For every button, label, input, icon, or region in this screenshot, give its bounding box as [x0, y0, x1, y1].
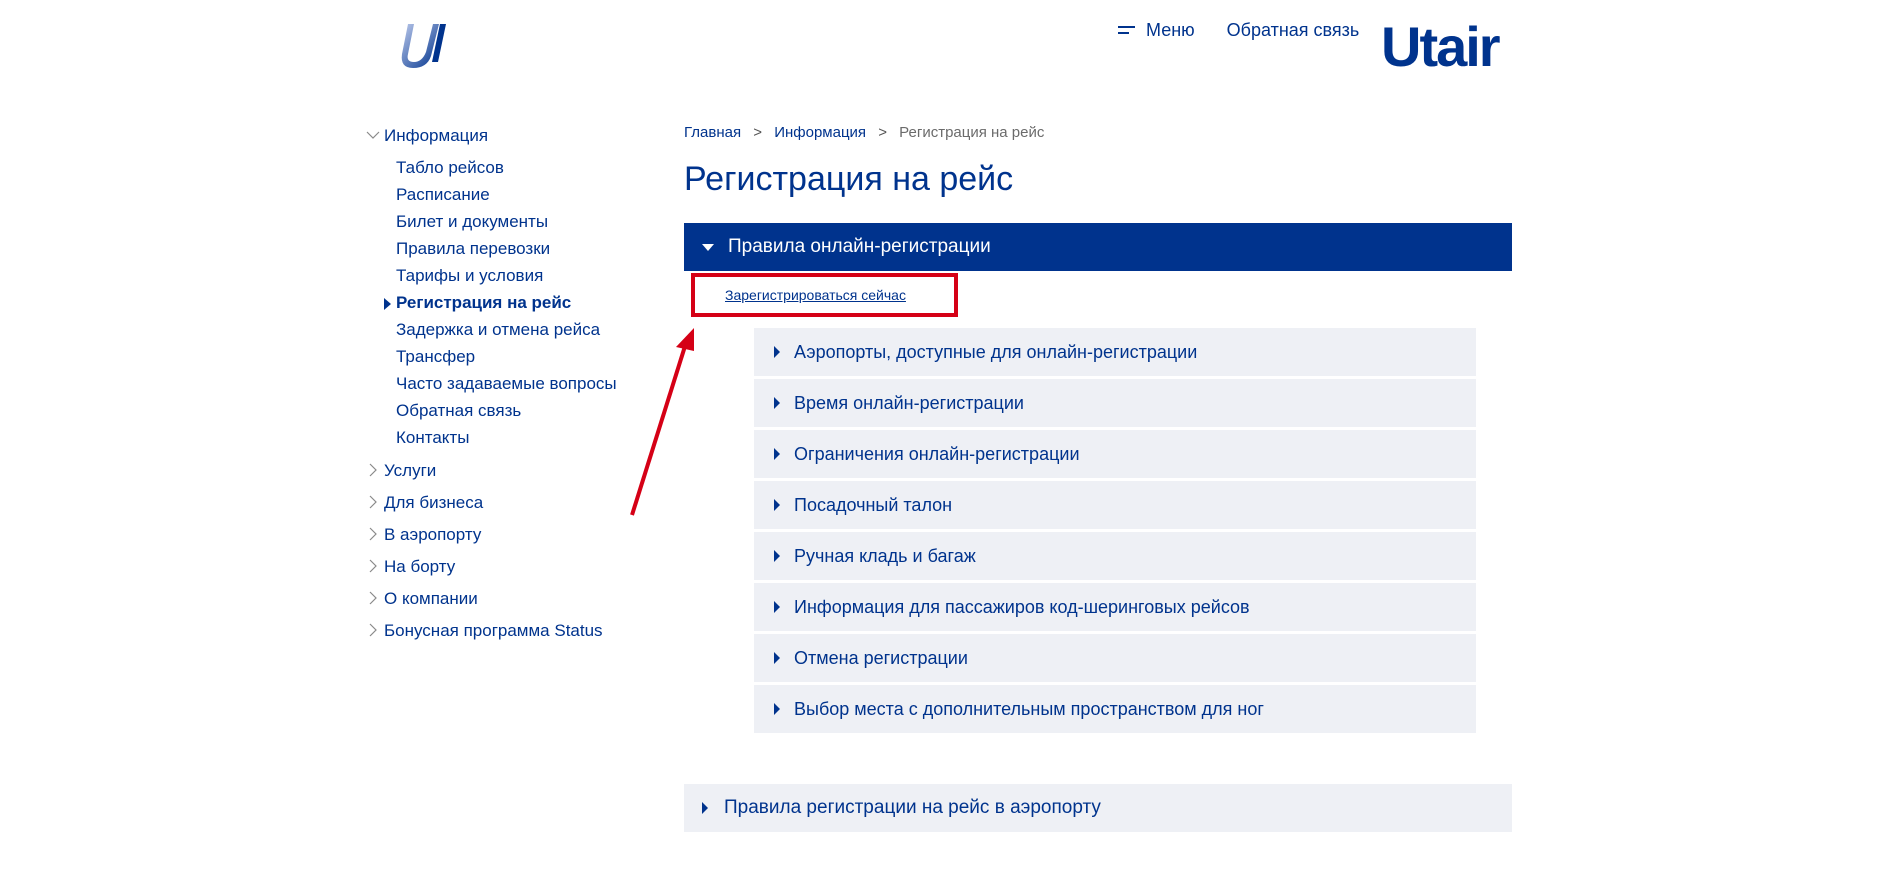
- menu-icon[interactable]: [1118, 25, 1136, 37]
- sidebar-section-label: Бонусная программа Status: [384, 621, 603, 640]
- sidebar-item-feedback[interactable]: Обратная связь: [396, 401, 522, 420]
- caret-right-icon: [774, 346, 780, 358]
- sidebar-item-check-in[interactable]: [396, 291, 666, 318]
- breadcrumb-separator: >: [878, 124, 887, 141]
- sidebar-section-label: О компании: [384, 589, 478, 608]
- subsection-label: Ручная кладь и багаж: [794, 545, 976, 566]
- caret-right-icon: [774, 601, 780, 613]
- subsection-cancel-checkin[interactable]: [754, 634, 1476, 682]
- sidebar-item-transfer[interactable]: Трансфер: [396, 347, 476, 366]
- caret-down-icon: [702, 244, 714, 251]
- breadcrumb-info[interactable]: Информация: [774, 124, 867, 141]
- sidebar-item-tickets-documents[interactable]: Билет и документы: [396, 212, 549, 231]
- subsection-baggage[interactable]: [754, 532, 1476, 580]
- header-nav: [1118, 20, 1359, 41]
- chevron-right-icon: [366, 623, 380, 637]
- brand-wordmark[interactable]: Utair: [1381, 15, 1499, 78]
- subsection-extra-legroom[interactable]: [754, 685, 1476, 733]
- breadcrumb-home[interactable]: Главная: [684, 124, 742, 141]
- register-now-highlight: [691, 273, 958, 317]
- chevron-right-icon: [366, 463, 380, 477]
- menu-button[interactable]: Меню: [1146, 20, 1195, 40]
- active-marker-icon: [384, 298, 391, 310]
- register-now-link[interactable]: Зарегистрироваться сейчас: [725, 287, 906, 303]
- accordion-airport-rules[interactable]: [684, 784, 1512, 832]
- sidebar-section-airport[interactable]: [366, 523, 666, 555]
- sidebar-section-status[interactable]: [366, 619, 666, 651]
- feedback-link[interactable]: Обратная связь: [1226, 20, 1360, 40]
- subsection-time[interactable]: [754, 379, 1476, 427]
- sidebar-section-label: В аэропорту: [384, 525, 482, 544]
- caret-right-icon: [774, 499, 780, 511]
- chevron-right-icon: [366, 527, 380, 541]
- subsection-label: Информация для пассажиров код-шеринговых рейсов: [794, 596, 1250, 617]
- breadcrumb-separator: >: [753, 124, 763, 141]
- sidebar-section-onboard[interactable]: [366, 555, 666, 587]
- online-rules-subsections: [754, 328, 1476, 736]
- sidebar-item-faq[interactable]: Часто задаваемые вопросы: [396, 374, 617, 393]
- breadcrumb: [684, 124, 1044, 141]
- sidebar-item-contacts[interactable]: Контакты: [396, 428, 470, 447]
- subsection-label: Выбор места с дополнительным пространством для ног: [794, 698, 1264, 719]
- sidebar-item-carriage-rules[interactable]: Правила перевозки: [396, 239, 551, 258]
- subsection-label: Время онлайн-регистрации: [794, 392, 1024, 413]
- accordion-label: Правила онлайн-регистрации: [728, 236, 991, 257]
- accordion-online-rules[interactable]: [684, 223, 1512, 271]
- accordion-label: Правила регистрации на рейс в аэропорту: [724, 797, 1101, 818]
- annotation-arrow-icon: [620, 325, 700, 525]
- subsection-restrictions[interactable]: [754, 430, 1476, 478]
- chevron-down-icon: [366, 128, 380, 142]
- sidebar-section-about[interactable]: [366, 587, 666, 619]
- sidebar-item-schedule[interactable]: Расписание: [396, 185, 490, 204]
- caret-right-icon: [774, 652, 780, 664]
- sidebar-section-label: Для бизнеса: [384, 493, 484, 512]
- breadcrumb-current: Регистрация на рейс: [899, 124, 1045, 141]
- subsection-label: Аэропорты, доступные для онлайн-регистрации: [794, 341, 1198, 362]
- caret-right-icon: [774, 448, 780, 460]
- sidebar-section-label: На борту: [384, 557, 456, 576]
- subsection-airports[interactable]: [754, 328, 1476, 376]
- sidebar-item-flight-board[interactable]: Табло рейсов: [396, 158, 504, 177]
- subsection-codeshare[interactable]: [754, 583, 1476, 631]
- caret-right-icon: [702, 802, 708, 814]
- chevron-right-icon: [366, 559, 380, 573]
- caret-right-icon: [774, 703, 780, 715]
- sidebar-item-label: Регистрация на рейс: [396, 293, 572, 312]
- chevron-right-icon: [366, 591, 380, 605]
- sidebar-section-info[interactable]: [366, 124, 666, 156]
- chevron-right-icon: [366, 495, 380, 509]
- caret-right-icon: [774, 550, 780, 562]
- sidebar-item-fares[interactable]: Тарифы и условия: [396, 266, 544, 285]
- sidebar-item-delay-cancel[interactable]: Задержка и отмена рейса: [396, 320, 601, 339]
- subsection-label: Отмена регистрации: [794, 647, 968, 668]
- sidebar-section-label: Информация: [384, 126, 489, 145]
- subsection-label: Посадочный талон: [794, 494, 953, 515]
- page-title: Регистрация на рейс: [684, 160, 1014, 198]
- utair-logo-icon[interactable]: [400, 22, 452, 70]
- sidebar-section-label: Услуги: [384, 461, 437, 480]
- subsection-label: Ограничения онлайн-регистрации: [794, 443, 1080, 464]
- subsection-boarding-pass[interactable]: [754, 481, 1476, 529]
- caret-right-icon: [774, 397, 780, 409]
